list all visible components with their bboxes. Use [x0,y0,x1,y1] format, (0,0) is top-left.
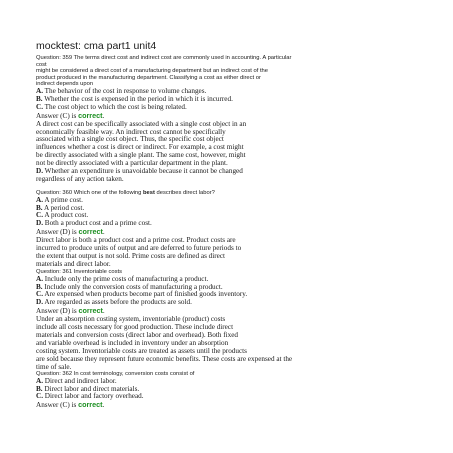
explanation-line: time of sale. [36,362,72,371]
question-361-header: Question: 361 Inventoriable costs [36,269,123,275]
answer-line: Answer (D) is correct. [36,306,105,316]
answer-option: A. Include only the prime costs of manufacturing a product. [36,274,209,283]
explanation-line: Direct labor is both a product cost and a prime cost. Product costs are [36,236,236,245]
explanation-line: Under an absorption costing system, inventoriable (product) costs [36,315,226,324]
explanation-line: not be directly associated with a particular department in the plant. [36,159,228,168]
correct-label: correct [78,400,103,410]
explanation-line: include all costs necessary for good production. These include direct [36,323,234,332]
document-title: mocktest: cma part1 unit4 [36,40,157,52]
correct-label: correct [78,227,103,237]
answer-option: B. Whether the cost is expensed in the period in which it is incurred. [36,94,233,103]
question-361 [36,269,436,371]
correct-label: correct [78,110,103,120]
answer-option: C. Are expensed when products become part of finished goods inventory. [36,290,248,299]
answer-option: A. A prime cost. [36,195,83,204]
explanation-line: costing system. Inventoriable costs are treated as assets until the products [36,346,247,355]
question-360 [36,190,436,269]
explanation-line: incurred to produce units of output and are deferred to future periods to [36,244,242,253]
explanation-line: economically feasible way. An indirect cost cannot be specifically [36,127,226,136]
answer-option: B. Direct labor and direct materials. [36,384,140,393]
explanation-line: and variable overhead is included in inventory under an absorption [36,338,229,347]
explanation-line: A direct cost can be specifically associated with a single cost object in an [36,119,247,128]
answer-line: Answer (C) is correct. [36,110,105,120]
answer-option: C. A product cost. [36,211,89,220]
header-line: cost [36,61,47,68]
answer-option: A. The behavior of the cost in response to volume changes. [36,86,207,95]
question-362-header: Question: 362 In cost terminology, conversion costs consist of [36,371,195,377]
explanation-line: influences whether a cost is direct or indirect. For example, a cost might [36,143,244,152]
explanation-line: associated with a single cost object. Thus, the specific cost object [36,135,224,144]
question-360-header: Question: 360 Which one of the following best describes direct labor? [36,190,215,196]
question-359-header [36,55,436,88]
answer-option: D. Are regarded as assets before the products are sold. [36,298,192,307]
header-line: might be considered a direct cost of a manufacturing department but an indirect cost of the [36,68,269,75]
answer-option: B. A period cost. [36,203,85,212]
explanation-line: be directly associated with a single plant. The same cost, however, might [36,151,246,160]
header-line: indirect depends upon [36,81,94,88]
question-359 [36,55,436,184]
answer-line: Answer (D) is correct. [36,227,105,237]
explanation-line: the extent that output is not sold. Prime costs are defined as direct [36,251,226,260]
answer-line: Answer (C) is correct. [36,400,105,410]
question-362 [36,371,436,410]
explanation-line: materials and direct labor. [36,259,111,268]
answer-option: D. Whether an expenditure is unavoidable because it cannot be changed [36,167,243,176]
answer-option-continued: regardless of any action taken. [36,174,124,183]
header-line: product produced in the manufacturing department. Classifying a cost as either direct or [36,74,261,81]
explanation-line: materials and conversion costs (direct labor and overhead). Both fixed [36,330,238,339]
header-line: Question: 359 The terms direct cost and indirect cost are commonly used in accounting. A particular [36,55,292,61]
explanation-line: are sold because they represent future economic benefits. These costs are expensed at the [36,354,293,363]
answer-option: C. Direct labor and factory overhead. [36,392,144,401]
answer-option: D. Both a product cost and a prime cost. [36,219,152,228]
answer-option: C. The cost object to which the cost is being related. [36,102,187,111]
answer-option: A. Direct and indirect labor. [36,376,117,385]
answer-option: B. Include only the conversion costs of manufacturing a product. [36,282,223,291]
correct-label: correct [78,306,103,316]
